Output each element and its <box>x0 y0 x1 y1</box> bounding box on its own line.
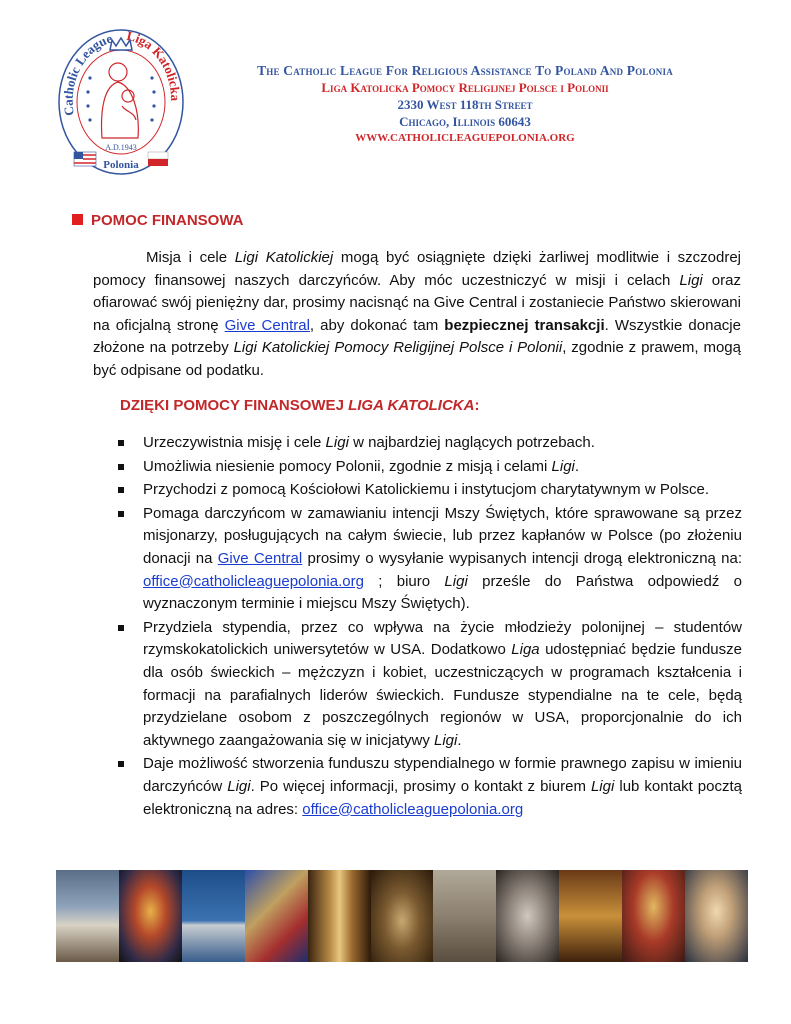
list-item: Pomaga darczyńcom w zamawianiu intencji Mszy Świętych, które sprawowane są przez misjonarzy, posługujących na całym świecie, lub przez kapłanów w Polsce (po złożeniu donacji na Give Central prosimy o wysyłanie wypisanych intencji drogą elektroniczną na: office@catholicleaguepolonia.org ; biuro Ligi prześle do Państwa odpowiedź o wyznaczonym terminie i miejscu Mszy Świętych). <box>118 503 742 616</box>
list-item: Przydziela stypendia, przez co wpływa na życie młodzieży polonijnej – studentów rzymskokatolickich uniwersytetów w USA. Dodatkowo Liga udostępniać będzie fundusze dla osób świeckich – mężczyzn i kobiet, uczestniczących w programach kształcenia i formacji na parafialnych liderów świeckich. Fundusze stypendialne na te cele, będą przydzielane osobom z poszczególnych regionów w USA, proporcjonalnie do ich aktywnego zaangażowania się w inicjatywy Ligi. <box>118 617 742 753</box>
logo-year: A.D.1943 <box>105 143 137 152</box>
church-tower-image <box>56 870 119 962</box>
benefits-list <box>118 432 742 822</box>
office-email-link[interactable]: office@catholicleaguepolonia.org <box>143 572 364 590</box>
benefits-heading: DZIĘKI POMOCY FINANSOWEJ LIGA KATOLICKA: <box>120 397 480 414</box>
letterhead <box>200 62 730 147</box>
list-item: Przychodzi z pomocą Kościołowi Katolickiemu i instytucjom charytatywnym w Polsce. <box>118 479 742 502</box>
list-item: Urzeczywistnia misję i cele Ligi w najbardziej naglących potrzebach. <box>118 432 742 455</box>
organization-logo <box>52 20 190 185</box>
crucifix-image <box>559 870 622 962</box>
intro-paragraph: Misja i cele Ligi Katolickiej mogą być osiągnięte dzięki żarliwej modlitwie i szczodrej pomocy finansowej naszych darczyńców. Aby móc uczestniczyć w misji i celach Ligi oraz ofiarować swój pieniężny dar, prosimy nacisnąć na Give Central i zostaniecie Państwo skierowani na oficjalną stronę Give Central, aby dokonać tam bezpiecznej transakcji. Wszystkie donacje złożone na potrzeby Ligi Katolickiej Pomocy Religijnej Polsce i Polonii, zgodnie z prawem, mogą być odpisane od podatku. <box>93 249 741 379</box>
cathedral-interior-image <box>308 870 371 962</box>
give-central-link[interactable]: Give Central <box>224 316 310 334</box>
us-flag-icon <box>74 152 96 166</box>
gothic-nave-image <box>433 870 496 962</box>
logo-text-left: Catholic League <box>60 30 114 117</box>
stained-glass-image <box>119 870 182 962</box>
svg-text:Catholic League <box>61 31 115 117</box>
give-central-link[interactable]: Give Central <box>217 549 303 567</box>
org-name-pl: Liga Katolicka Pomocy Religijnej Polsce i Polonii <box>321 80 609 95</box>
website-url: WWW.CATHOLICLEAGUEPOLONIA.ORG <box>355 132 575 144</box>
section-title: POMOC FINANSOWA <box>72 212 244 229</box>
icon-christ-image <box>622 870 685 962</box>
office-email-link[interactable]: office@catholicleaguepolonia.org <box>302 800 524 818</box>
logo-banner: Polonia <box>103 159 139 171</box>
list-item: Umożliwia niesienie pomocy Polonii, zgodnie z misją i celami Ligi. <box>118 456 742 479</box>
polish-flag-icon <box>148 152 168 166</box>
madonna-statue-image <box>685 870 748 962</box>
rosary-hands-image <box>496 870 559 962</box>
street-address: 2330 West 118th Street <box>397 97 533 112</box>
photo-strip <box>56 870 748 962</box>
chalice-image <box>371 870 434 962</box>
org-name-en: The Catholic League For Religious Assistance To Poland And Polonia <box>257 63 673 78</box>
list-item: Daje możliwość stworzenia funduszu stypendialnego w formie prawnego zapisu w imieniu darczyńców Ligi. Po więcej informacji, prosimy o kontakt z biurem Ligi lub kontakt pocztą elektroniczną na adres: office@catholicleaguepolonia.org <box>118 753 742 821</box>
square-bullet-icon <box>72 214 83 225</box>
angel-window-image <box>245 870 308 962</box>
city-address: Chicago, Illinois 60643 <box>399 114 531 129</box>
christ-statue-image <box>182 870 245 962</box>
logo-text-right: Liga Katolicka <box>125 28 184 102</box>
